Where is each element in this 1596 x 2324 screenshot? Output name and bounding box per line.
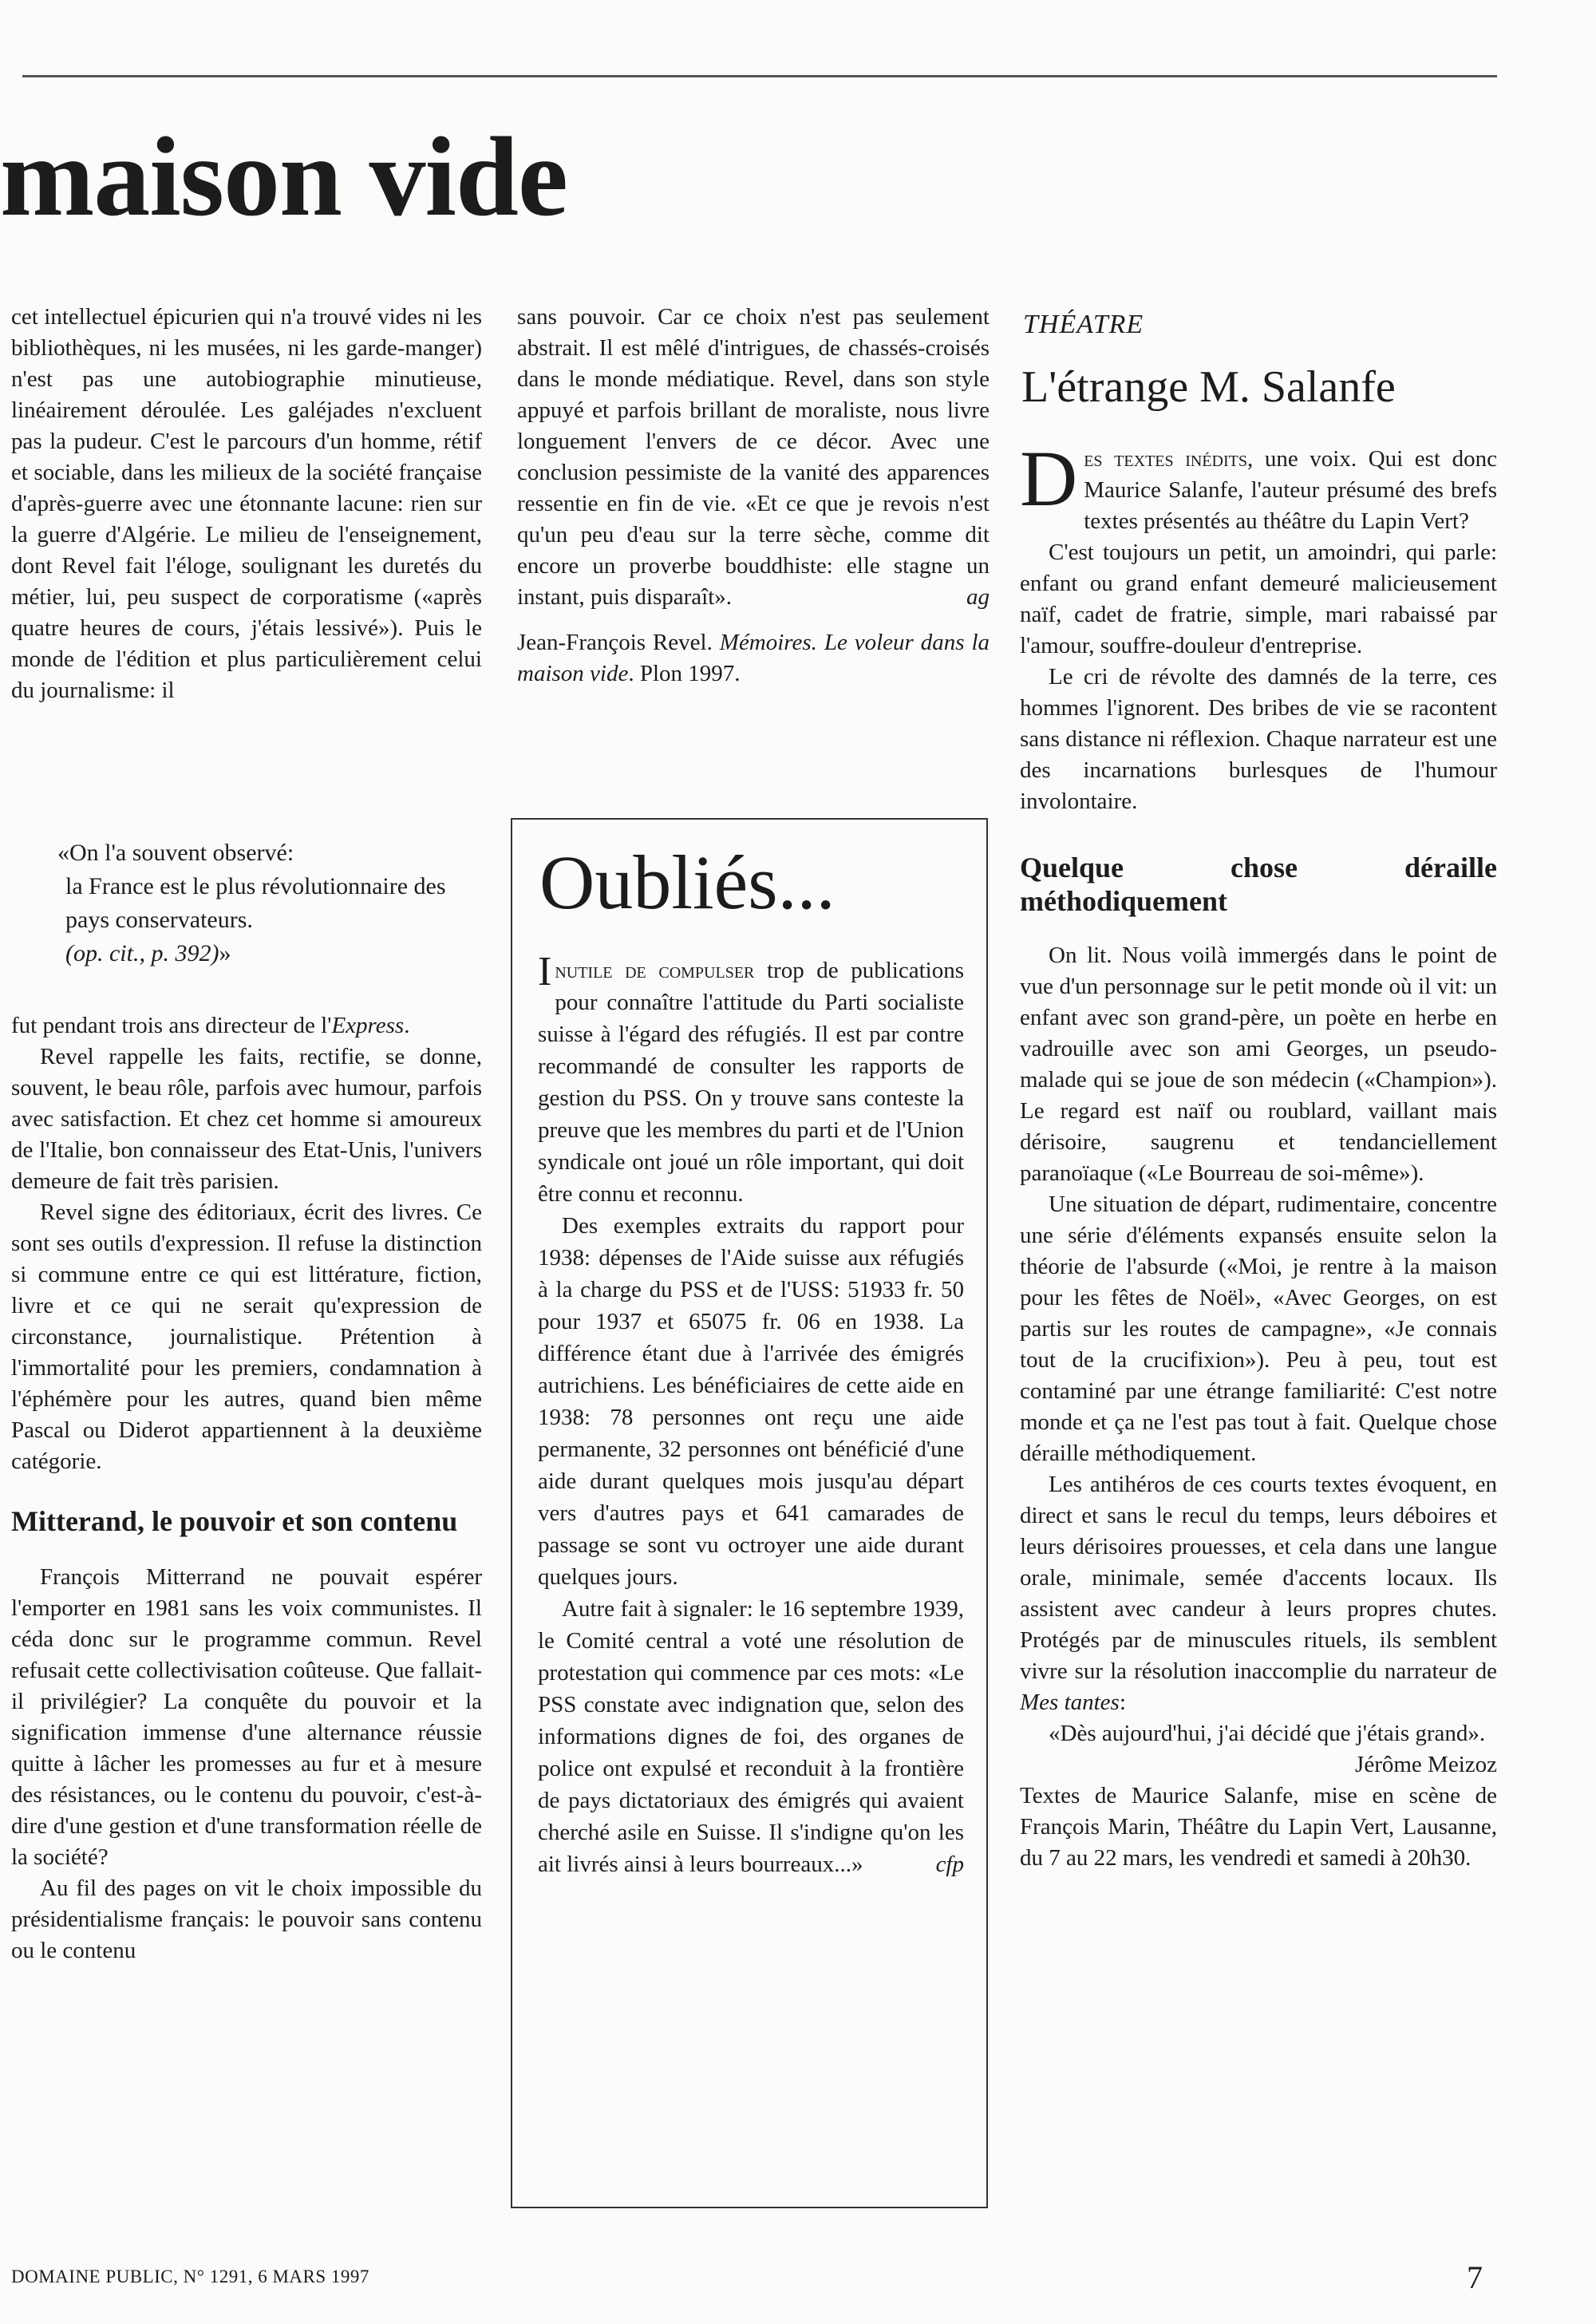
book-title: Mémoires. Le voleur dans la maison vide <box>517 630 990 686</box>
mes-tantes-title: Mes tantes <box>1020 1690 1120 1715</box>
col3-para-6: Les antihéros de ces courts textes évoquent, en direct et sans le recul du temps, leurs déboires et leurs dérisoires prouesses, et cela dans une langue orale, minimale, semée d'accents locaux. Ils assistent avec candeur à leurs propres chutes. Protégés par de minuscules rituels, ils semblent vivre sur la résolution inaccomplie du narrateur de Mes tantes: <box>1020 1472 1497 1715</box>
col3-signature: Jérôme Meizoz <box>1355 1752 1497 1777</box>
col1-para-2: Revel rappelle les faits, rectifie, se donne, souvent, le beau rôle, parfois avec humour, parfois avec satisfaction. Et chez cet homme si amoureux de l'Italie, bon connaisseur des Etat-Unis, l'univers demeure de fait très parisien. <box>11 1044 482 1194</box>
show-info: Textes de Maurice Salanfe, mise en scène de François Marin, Théâtre du Lapin Vert, Lausanne, du 7 au 22 mars, les vendredi et samedi à 20h30. <box>1020 1783 1497 1871</box>
column-2-top <box>517 302 990 690</box>
col3-para-7: «Dès aujourd'hui, j'ai décidé que j'étais grand». Jérôme Meizoz <box>1020 1718 1497 1749</box>
column-1-bottom <box>11 1010 482 1966</box>
express-title: Express <box>331 1013 405 1038</box>
box-dropcap: I <box>538 949 552 994</box>
col1-para-3: Revel signe des éditoriaux, écrit des livres. Ce sont ses outils d'expression. Il refuse la distinction si commune entre ce qui est littérature, fiction, livre et ce qui ne serait qu'expression de circonstance, journalistique. Prétention à l'immortalité pour les premiers, condamnation à l'éphémère pour les autres, quand bien même Pascal ou Diderot appartiennent à la deuxième catégorie. <box>11 1200 482 1474</box>
pull-quote-line-1: «On l'a souvent observé: <box>57 840 294 866</box>
top-rule <box>22 75 1497 77</box>
column-3 <box>1020 434 1497 1874</box>
col3-para-3: Le cri de révolte des damnés de la terre, ces hommes l'ignorent. Des bribes de vie se racontent sans distance ni réflexion. Chaque narrateur est une des incarnations burlesques de l'humour involontaire. <box>1020 664 1497 814</box>
theatre-title: L'étrange M. Salanfe <box>1021 362 1396 412</box>
box-para-3: Autre fait à signaler: le 16 septembre 1939, le Comité central a voté une résolution de protestation qui commence par ces mots: «Le PSS constate avec indignation que, selon des informations dignes de foi, des organes de police ont expulsé et reconduit à la frontière de pays dictatoriaux des émigrés qui avaient cherché asile en Suisse. Il s'indigne qu'on les ait livrés ainsi à leurs bourreaux...» cfp <box>538 1593 964 1880</box>
col3-para-1: Des textes inédits, une voix. Qui est donc Maurice Salanfe, l'auteur présumé des brefs textes présentés au théâtre du Lapin Vert? <box>1020 434 1497 534</box>
col3-dropcap: D <box>1020 434 1078 523</box>
box-para-1: Inutile de compulser trop de publications pour connaître l'attitude du Parti socialiste suisse à l'égard des réfugiés. Il est par contre recommandé de consulter les rapports de gestion du PSS. On y trouve sans conteste la preuve que les membres du parti et de l'Union syndicale ont joué un rôle important, qui doit être connu et reconnu. <box>538 949 964 1207</box>
column-1-top <box>11 302 482 706</box>
section-kicker: THÉATRE <box>1023 310 1144 339</box>
box-signature: cfp <box>935 1852 964 1877</box>
headline: maison vide <box>0 113 567 239</box>
col1-para-after-quote: fut pendant trois ans directeur de l'Express. <box>11 1013 410 1038</box>
pull-quote-close: » <box>219 940 231 966</box>
col3-para-5: Une situation de départ, rudimentaire, concentre une série d'éléments expansés ensuite selon la théorie de l'absurde («Moi, je rentre à la maison pour les fêtes de Noël», «Avec Georges, on est partis sur les routes de campagne», «Je connais tout de la crucifixion»). Peu à peu, tout est contaminé par une étrange familiarité: C'est notre monde et ça ne l'est pas tout à fait. Quelque chose déraille méthodiquement. <box>1020 1192 1497 1466</box>
col3-subhead: Quelque chose déraille méthodiquement <box>1020 852 1497 917</box>
pull-quote-line-2: la France est le plus révolutionnaire des pays conservateurs. <box>65 873 446 933</box>
col3-para-2: C'est toujours un petit, un amoindri, qui parle: enfant ou grand enfant demeuré malicieusement naïf, cadet de fratrie, simple, mari rabaissé par l'amour, souffre-douleur d'entreprise. <box>1020 540 1497 658</box>
footer-publication: DOMAINE PUBLIC, N° 1291, 6 MARS 1997 <box>11 2267 369 2286</box>
col2-signature: ag <box>966 584 990 610</box>
col2-para-1: sans pouvoir. Car ce choix n'est pas seulement abstrait. Il est mêlé d'intrigues, de chassés-croisés dans le monde médiatique. Revel, dans son style appuyé et parfois brillant de moraliste, nous livre longuement l'envers de ce décor. Avec une conclusion pessimiste de la vanité des apparences ressentie en fin de vie. «Et ce que je revois n'est qu'un peu d'eau sur la terre sèche, comme dit encore un proverbe bouddhiste: elle stagne un instant, puis disparaît». ag <box>517 302 990 613</box>
pull-quote <box>57 836 472 970</box>
page-number: 7 <box>1467 2259 1483 2295</box>
col3-para-4: On lit. Nous voilà immergés dans le point de vue d'un personnage sur le petit monde où il vit: un enfant avec son grand-père, un poète en herbe en vadrouille avec son ami Georges, un pseudo-malade qui se joue de son médecin («Champion»). Le regard est naïf ou roublard, vaillant mais dérisoire, saugrenu et tendanciellement paranoïaque («Le Bourreau de soi-même»). <box>1020 943 1497 1186</box>
book-reference: Jean-François Revel. Mémoires. Le voleur dans la maison vide. Plon 1997. <box>517 630 990 686</box>
col1-para-1: cet intellectuel épicurien qui n'a trouvé vides ni les bibliothèques, ni les musées, ni les garde-manger) n'est pas une autobiographie minutieuse, linéairement déroulée. Les galéjades n'excluent pas la pudeur. C'est le parcours d'un homme, rétif et sociable, dans les milieux de la société française d'après-guerre avec une étonnante lacune: rien sur la guerre d'Algérie. Le milieu de l'enseignement, dont Revel fait l'éloge, soulignant les duretés du métier, lui, peu suspect de corporatisme («après quatre heures de cours, j'étais lessivé»). Puis le monde de l'édition et plus particulièrement celui du journalisme: il <box>11 304 482 703</box>
box-para-2: Des exemples extraits du rapport pour 1938: dépenses de l'Aide suisse aux réfugiés à la charge du PSS et de l'USS: 51933 fr. 50 pour 1937 et 65075 fr. 06 en 1938. La différence étant due à l'arrivée des émigrés autrichiens. Les bénéficiaires de cette aide en 1938: 78 personnes ont reçu une aide permanente, 32 personnes ont bénéficié d'une aide durant quelques mois jusqu'au départ vers d'autres pays et 641 camarades de passage se sont vu octroyer une aide durant quelques jours. <box>538 1213 964 1590</box>
col1-para-5: Au fil des pages on vit le choix impossible du présidentialisme français: le pouvoir sans contenu ou le contenu <box>11 1875 482 1963</box>
col1-para-4: François Mitterrand ne pouvait espérer l'emporter en 1981 sans les voix communistes. Il céda donc sur le programme commun. Revel refusait cette collectivisation coûteuse. Que fallait-il privilégier? La conquête du pouvoir et la signification immense d'une alternance réussie quitte à lâcher les promesses au fur et à mesure des résistances, ou le contenu du pouvoir, c'est-à-dire d'une gestion et d'une transformation réelle de la société? <box>11 1564 482 1870</box>
col1-subhead: Mitterand, le pouvoir et son contenu <box>11 1505 458 1537</box>
box-body <box>538 949 964 1880</box>
box-title: Oubliés... <box>539 840 836 925</box>
pull-quote-cite: (op. cit., p. 392) <box>65 940 219 966</box>
